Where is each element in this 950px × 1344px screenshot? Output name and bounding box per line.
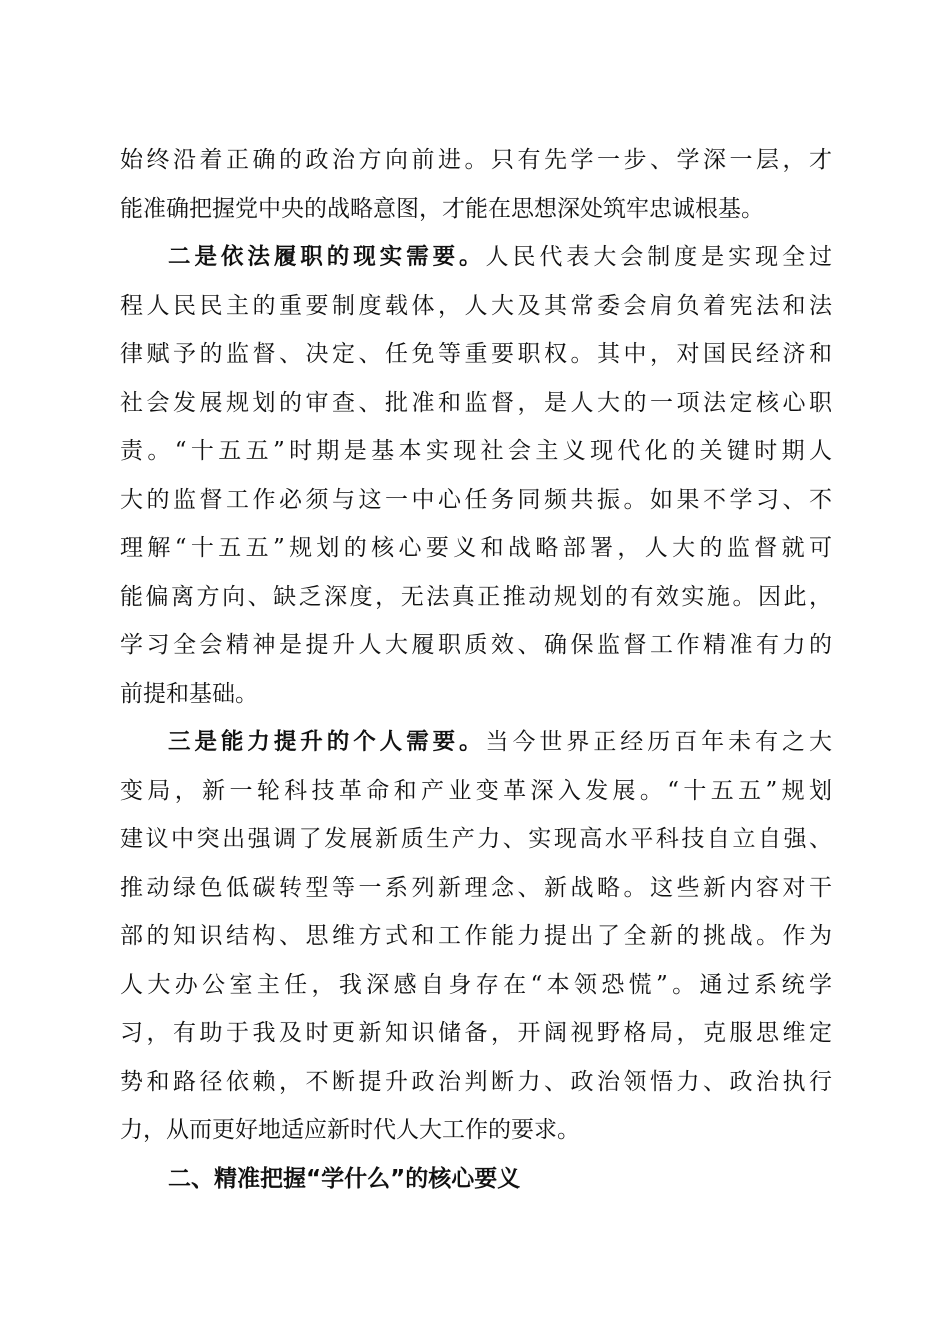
paragraph-1-line-2: 能准确把握党中央的战略意图，才能在思想深处筑牢忠诚根基。 [120, 195, 764, 222]
paragraph-2-line-9: 学习全会精神是提升人大履职质效、确保监督工作精准有力的 [120, 632, 832, 658]
paragraph-3-line-8: 势和路径依赖，不断提升政治判断力、政治领悟力、政治执行 [120, 1068, 832, 1095]
paragraph-1-line-1: 始终沿着正确的政治方向前进。只有先学一步、学深一层，才 [120, 147, 832, 173]
paragraph-2-line-8: 能偏离方向、缺乏深度，无法真正推动规划的有效实施。因此， [120, 583, 832, 610]
paragraph-3-line-6: 人大办公室主任，我深感自身存在“本领恐慌”。通过系统学 [120, 971, 832, 998]
paragraph-3-line-7: 习，有助于我及时更新知识储备，开阔视野格局，克服思维定 [120, 1020, 832, 1046]
document-body [120, 136, 832, 1203]
paragraph-3-line-5: 部的知识结构、思维方式和工作能力提出了全新的挑战。作为 [120, 923, 832, 949]
paragraph-2-line-1 [120, 233, 832, 282]
paragraph-3-line-3: 建议中突出强调了发展新质生产力、实现高水平科技自立自强、 [120, 826, 832, 852]
paragraph-3-line-1 [120, 718, 832, 767]
paragraph-2-line-5: 责。“十五五”时期是基本实现社会主义现代化的关键时期人 [120, 438, 832, 464]
paragraph-3-line-2: 变局，新一轮科技革命和产业变革深入发展。“十五五”规划 [120, 777, 832, 804]
paragraph-3-first-rest: 当今世界正经历百年未有之大 [485, 729, 832, 755]
paragraph-2-line-10: 前提和基础。 [120, 680, 258, 707]
paragraph-2-first-rest: 人民代表大会制度是实现全过 [485, 244, 832, 270]
paragraph-2-line-4: 社会发展规划的审查、批准和监督，是人大的一项法定核心职 [120, 389, 832, 416]
section-heading: 二、精准把握“学什么”的核心要义 [168, 1165, 521, 1192]
paragraph-3-line-9: 力，从而更好地适应新时代人大工作的要求。 [120, 1117, 580, 1143]
paragraph-2-line-6: 大的监督工作必须与这一中心任务同频共振。如果不学习、不 [120, 486, 832, 513]
paragraph-3-line-4: 推动绿色低碳转型等一系列新理念、新战略。这些新内容对干 [120, 874, 832, 901]
paragraph-2-lead: 二是依法履职的现实需要。 [168, 244, 486, 270]
paragraph-3-lead: 三是能力提升的个人需要。 [168, 729, 486, 755]
paragraph-2-line-7: 理解“十五五”规划的核心要义和战略部署，人大的监督就可 [120, 535, 832, 561]
paragraph-2-line-2: 程人民民主的重要制度载体，人大及其常委会肩负着宪法和法 [120, 292, 832, 319]
paragraph-2-line-3: 律赋予的监督、决定、任免等重要职权。其中，对国民经济和 [120, 341, 832, 367]
